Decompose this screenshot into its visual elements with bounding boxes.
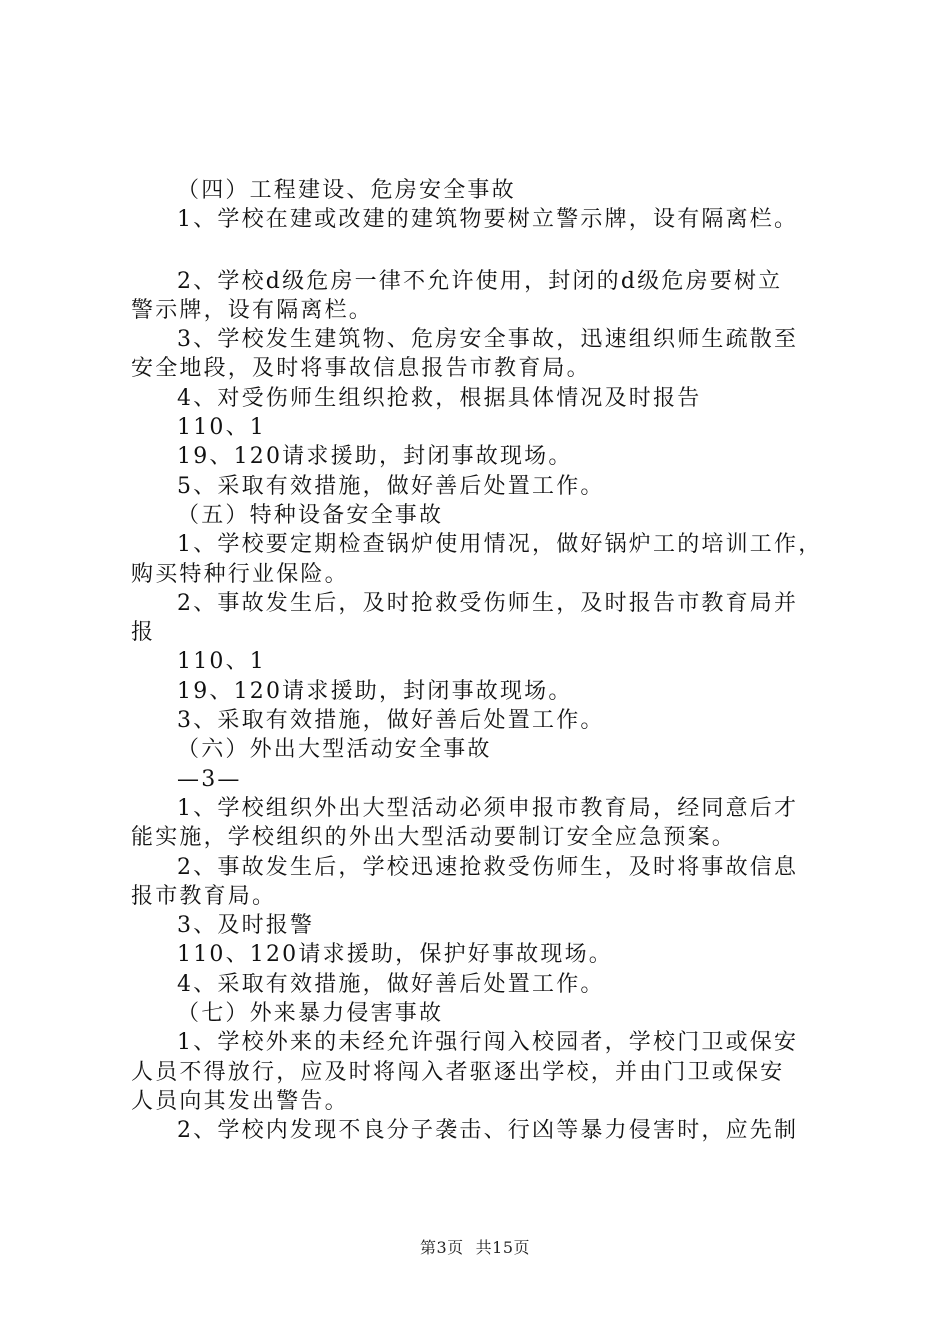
paragraph-line: 3、学校发生建筑物、危房安全事故，迅速组织师生疏散至 [177, 327, 799, 353]
paragraph-line: 报市教育局。 [131, 883, 277, 909]
paragraph-line: 2、事故发生后，学校迅速抢救受伤师生，及时将事故信息 [177, 854, 799, 880]
section-heading-5: （五）特种设备安全事故 [177, 502, 444, 528]
paragraph-line: 5、采取有效措施，做好善后处置工作。 [177, 473, 605, 499]
paragraph-line: 人员不得放行，应及时将闯入者驱逐出学校，并由门卫或保安 [131, 1059, 785, 1085]
paragraph-line: 4、对受伤师生组织抢救，根据具体情况及时报告 [177, 385, 702, 411]
paragraph-line: 110、1 [177, 649, 266, 675]
paragraph-line: 2、学校内发现不良分子袭击、行凶等暴力侵害时，应先制 [177, 1118, 799, 1144]
paragraph-line: 警示牌，设有隔离栏。 [131, 297, 374, 323]
paragraph-line: 4、采取有效措施，做好善后处置工作。 [177, 971, 605, 997]
paragraph-line: 1、学校要定期检查锅炉使用情况，做好锅炉工的培训工作， [177, 532, 823, 558]
paragraph-line: 110、120请求援助，保护好事故现场。 [177, 942, 613, 968]
paragraph-line: 3、采取有效措施，做好善后处置工作。 [177, 708, 605, 734]
paragraph-line: 安全地段，及时将事故信息报告市教育局。 [131, 356, 591, 382]
paragraph-line: 1、学校在建或改建的建筑物要树立警示牌，设有隔离栏。 [177, 207, 799, 233]
section-heading-6: （六）外出大型活动安全事故 [177, 737, 492, 763]
paragraph-line: 2、学校d级危房一律不允许使用，封闭的d级危房要树立 [177, 268, 783, 294]
paragraph-line: 19、120请求援助，封闭事故现场。 [177, 444, 573, 470]
paragraph-line: 3、及时报警 [177, 913, 315, 939]
paragraph-gap [131, 235, 831, 267]
paragraph-line: 人员向其发出警告。 [131, 1088, 349, 1114]
document-body [131, 176, 831, 1146]
paragraph-line: 能实施，学校组织的外出大型活动要制订安全应急预案。 [131, 825, 737, 851]
paragraph-line: 1、学校组织外出大型活动必须申报市教育局，经同意后才 [177, 795, 799, 821]
page-total: 共15页 [475, 1238, 531, 1257]
section-heading-7: （七）外来暴力侵害事故 [177, 1001, 444, 1027]
paragraph-line: 报 [131, 620, 156, 646]
page-footer [0, 1237, 950, 1259]
inline-page-marker: —3— [177, 766, 242, 792]
paragraph-line: 购买特种行业保险。 [131, 561, 349, 587]
section-heading-4: （四）工程建设、危房安全事故 [177, 178, 516, 203]
page-number: 第3页 [419, 1238, 464, 1257]
paragraph-line: 110、1 [177, 415, 266, 441]
paragraph-line: 19、120请求援助，封闭事故现场。 [177, 678, 573, 704]
paragraph-line: 1、学校外来的未经允许强行闯入校园者，学校门卫或保安 [177, 1030, 799, 1056]
paragraph-line: 2、事故发生后，及时抢救受伤师生，及时报告市教育局并 [177, 590, 799, 616]
